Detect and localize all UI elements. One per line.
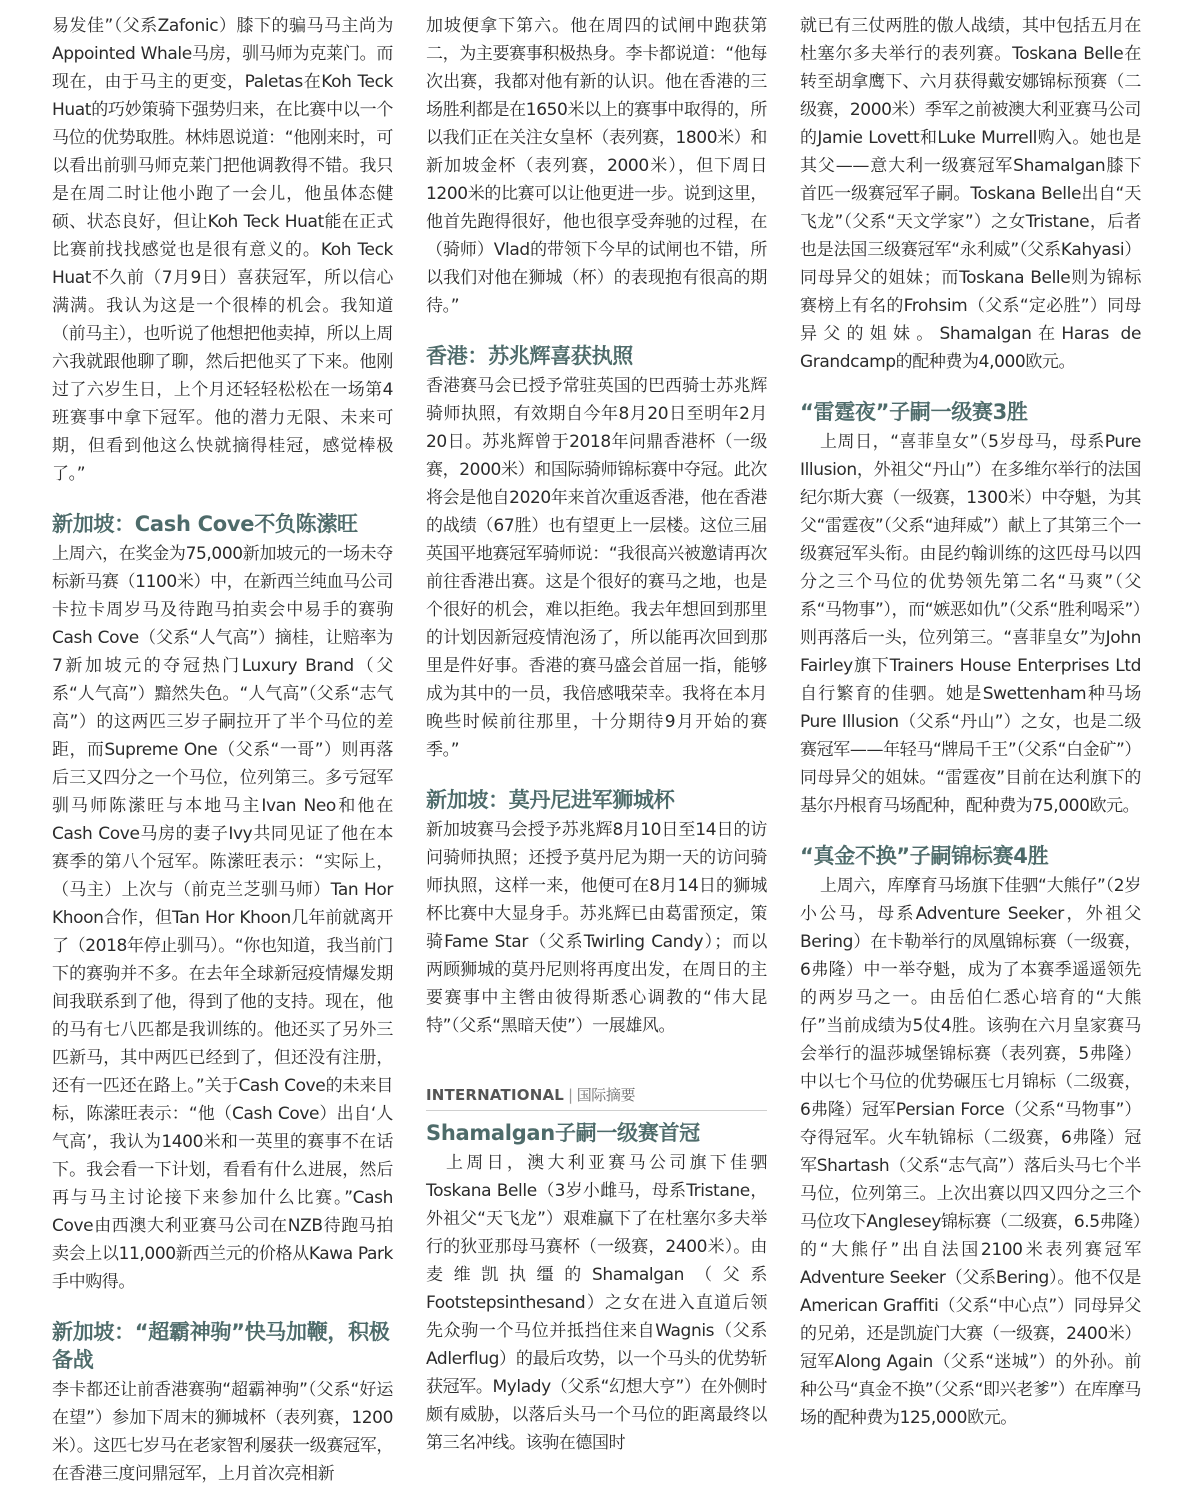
headline-shamalgan: Shamalgan子嗣一级赛首冠 [426,1121,700,1145]
headline-singapore-cup: 新加坡：莫丹尼进军狮城杯 [426,788,675,812]
shamalgan-story-continued: 就已有三仗两胜的傲人战绩，其中包括五月在杜塞尔多夫举行的表列赛。Toskana Belle在转至胡拿鹰下、六月获得戴安娜锦标预赛（二级赛，2000米）季军之前被澳大利亚赛马公司的Jamie Lovett和Luke Murrell购入。她也是其父——意大利一级赛冠军Shamalgan膝下首匹一级赛冠军子嗣。Toskana Belle出自“天飞龙”（父系“天文学家”）之女Tristane，后者也是法国三级赛冠军“永利威”（父系Kahyasi）同母异父的姐妹；而Toskana Belle则为锦标赛榜上有名的Frohsim（父系“定必胜”）同母异父的姐妹。Shamalgan在Haras de Grandcamp的配种费为4,000欧元。 [800,16,1141,372]
cash-cove-story: 上周六，在奖金为75,000新加坡元的一场未夺标新马赛（1100米）中，在新西兰纯血马公司卡拉卡周岁马及待跑马拍卖会中易手的赛驹Cash Cove（父系“人气高”）摘桂，让赔率为7新加坡元的夺冠热门Luxury Brand（父系“人气高”）黯然失色。“人气高”（父系“志气高”）的这两匹三岁子嗣拉开了半个马位的差距，而Supreme One（父系“一哥”）则再落后三又四分之一个马位，位列第三。多亏冠军驯马师陈潆旺与本地马主Ivan Neo和他在Cash Cove马房的妻子Ivy共同见证了他在本赛季的第八个冠军。陈潆旺表示：“实际上，（马主）上次与（前克兰芝驯马师）Tan Hor Khoon合作，但Tan Hor Khoon几年前就离开了（2018年停止驯马）。“你也知道，我当前门下的赛驹并不多。在去年全球新冠疫情爆发期间我联系到了他，得到了他的支持。现在，他的马有七八匹都是我训练的。他还买了另外三匹新马，其中两匹已经到了，但还没有注册，还有一匹还在路上。”关于Cash Cove的未来目标，陈潆旺表示：“他（Cash Cove）出自‘人气高’，我认为1400米和一英里的赛事不在话下。我会看一下计划，看看有什么进展，然后再与马主讨论接下来参加什么比赛。”Cash Cove由西澳大利亚赛马公司在NZB待跑马拍卖会上以11,000新西兰元的价格从Kawa Park手中购得。 [52,544,393,1292]
column-1 [52,12,393,1488]
section-tag-cn: 国际摘要 [576,1086,636,1104]
chao-ba-shen-ju-story-continued: 加坡便拿下第六。他在周四的试闸中跑获第二，为主要赛事积极热身。李卡都说道：“他每次出赛，我都对他有新的认识。他在香港的三场胜利都是在1650米以上的赛事中取得的，所以我们正在关注女皇杯（表列赛，1800米）和新加坡金杯（表列赛，2000米），但下周日1200米的比赛可以让他更进一步。说到这里，他首先跑得很好，他也很享受奔驰的过程，在（骑师）Vlad的带领下今早的试闸也不错，所以我们对他在狮城（杯）的表现抱有很高的期待。” [426,16,767,316]
section-tag-en: INTERNATIONAL [426,1086,565,1104]
singapore-cup-story: 新加坡赛马会授予苏兆辉8月10日至14日的访问骑师执照；还授予莫丹尼为期一天的访问骑师执照，这样一来，他便可在8月14日的狮城杯比赛中大显身手。苏兆辉已由葛雷预定，策骑Fame Star（父系Twirling Candy）；而以两顾狮城的莫丹尼则将再度出发，在周日的主要赛事中主辔由彼得斯悉心调教的“伟大昆特”（父系“黑暗天使”）一展雄风。 [426,820,767,1036]
headline-true-gold: “真金不换”子嗣锦标赛4胜 [800,844,1049,868]
headline-chao-ba-shen-ju: 新加坡：“超霸神驹”快马加鞭，积极备战 [52,1320,390,1372]
hong-kong-license-story: 香港赛马会已授予常驻英国的巴西骑士苏兆辉骑师执照，有效期自今年8月20日至明年2月20日。苏兆辉曾于2018年问鼎香港杯（一级赛，2000米）和国际骑师锦标赛中夺冠。此次将会是他自2020年来首次重返香港，他在香港的战绩（67胜）也有望更上一层楼。这位三届英国平地赛冠军骑师说：“我很高兴被邀请再次前往香港出赛。这是个很好的赛马之地，也是个很好的机会，难以拒绝。我去年想回到那里的计划因新冠疫情泡汤了，所以能再次回到那里是件好事。香港的赛马盛会首屈一指，能够成为其中的一员，我倍感哦荣幸。我将在本月晚些时候前往那里，十分期待9月开始的赛季。” [426,376,767,760]
headline-hong-kong-license: 香港：苏兆辉喜获执照 [426,344,633,368]
column-3 [800,12,1141,1432]
thunder-night-story: 上周日，“喜菲皇女”（5岁母马，母系Pure Illusion，外祖父“丹山”）在多维尔举行的法国纪尔斯大赛（一级赛，1300米）中夺魁，为其父“雷霆夜”（父系“迪拜威”）献上了其第三个一级赛冠军头衔。由昆约翰训练的这匹母马以四分之三个马位的优势领先第二名“马爽”（父系“马物事”），而“嫉恶如仇”（父系“胜利喝采”）则再落后一头，位列第三。“喜菲皇女”为John Fairley旗下Trainers House Enterprises Ltd自行繁育的佳驷。她是Swettenham种马场Pure Illusion（父系“丹山”）之女，也是二级赛冠军——年轻马“牌局千王”（父系“白金矿”）同母异父的姐妹。“雷霆夜”目前在达利旗下的基尔丹根育马场配种，配种费为75,000欧元。 [800,432,1141,816]
section-tag-separator: | [568,1086,573,1104]
paletas-story-continued: 易发佳”（父系Zafonic）膝下的骗马马主尚为Appointed Whale马房，驯马师为克莱门。而现在，由于马主的更变，Paletas在Koh Teck Huat的巧妙策骑下强势归来，在比赛中以一个马位的优势取胜。林炜恩说道：“他刚来时，可以看出前驯马师克莱门把他调教得不错。我只是在周二时让他小跑了一会儿，他虽体态健硕、状态良好，但让Koh Teck Huat能在正式比赛前找找感觉也是很有意义的。Koh Teck Huat不久前（7月9日）喜获冠军，所以信心满满。我认为这是一个很棒的机会。我知道（前马主），也听说了他想把他卖掉，所以上周六我就跟他聊了聊，然后把他买了下来。他刚过了六岁生日，上个月还轻轻松松在一场第4班赛事中拿下冠军。他的潜力无限、未来可期，但看到他这么快就摘得桂冠，感觉棒极了。” [52,16,393,484]
headline-cash-cove: 新加坡：Cash Cove不负陈潆旺 [52,512,358,536]
true-gold-story: 上周六，库摩育马场旗下佳驷“大熊仔”（2岁小公马，母系Adventure Seeker，外祖父Bering）在卡勒举行的凤凰锦标赛（一级赛，6弗隆）中一举夺魁，成为了本赛季遥遥领先的两岁马之一。由岳伯仁悉心培育的“大熊仔”当前成绩为5仗4胜。该驹在六月皇家赛马会举行的温莎城堡锦标赛（表列赛，5弗隆）中以七个马位的优势碾压七月锦标（二级赛，6弗隆）冠军Persian Force（父系“马物事”）夺得冠军。火车轨锦标（二级赛，6弗隆）冠军Shartash（父系“志气高”）落后头马七个半马位，位列第三。上次出赛以四又四分之三个马位攻下Anglesey锦标赛（二级赛，6.5弗隆）的“大熊仔”出自法国2100米表列赛冠军Adventure Seeker（父系Bering）。他不仅是American Graffiti（父系“中心点”）同母异父的兄弟，还是凯旋门大赛（一级赛，2400米）冠军Along Again（父系“迷城”）的外孙。前种公马“真金不换”（父系“即兴老爹”）在库摩马场的配种费为125,000欧元。 [800,876,1141,1428]
column-2 [426,12,767,1457]
headline-thunder-night: “雷霆夜”子嗣一级赛3胜 [800,400,1028,424]
shamalgan-story: 上周日，澳大利亚赛马公司旗下佳驷Toskana Belle（3岁小雌马，母系Tristane，外祖父“天飞龙”）艰难赢下了在杜塞尔多夫举行的狄亚那母马赛杯（一级赛，2400米）。由麦维凯执缰的Shamalgan（父系Footstepsinthesand）之女在进入直道后领先众驹一个马位并抵挡住来自Wagnis（父系Adlerflug）的最后攻势，以一个马头的优势斩获冠军。Mylady（父系“幻想大亨”）在外侧时颇有威胁，以落后头马一个马位的距离最终以第三名冲线。该驹在德国时 [426,1153,767,1453]
section-tag-international [426,1084,767,1111]
chao-ba-shen-ju-story: 李卡都还让前香港赛驹“超霸神驹”（父系“好运在望”）参加下周末的狮城杯（表列赛，1200米）。这匹七岁马在老家智利屡获一级赛冠军，在香港三度问鼎冠军，上月首次亮相新 [52,1380,393,1484]
